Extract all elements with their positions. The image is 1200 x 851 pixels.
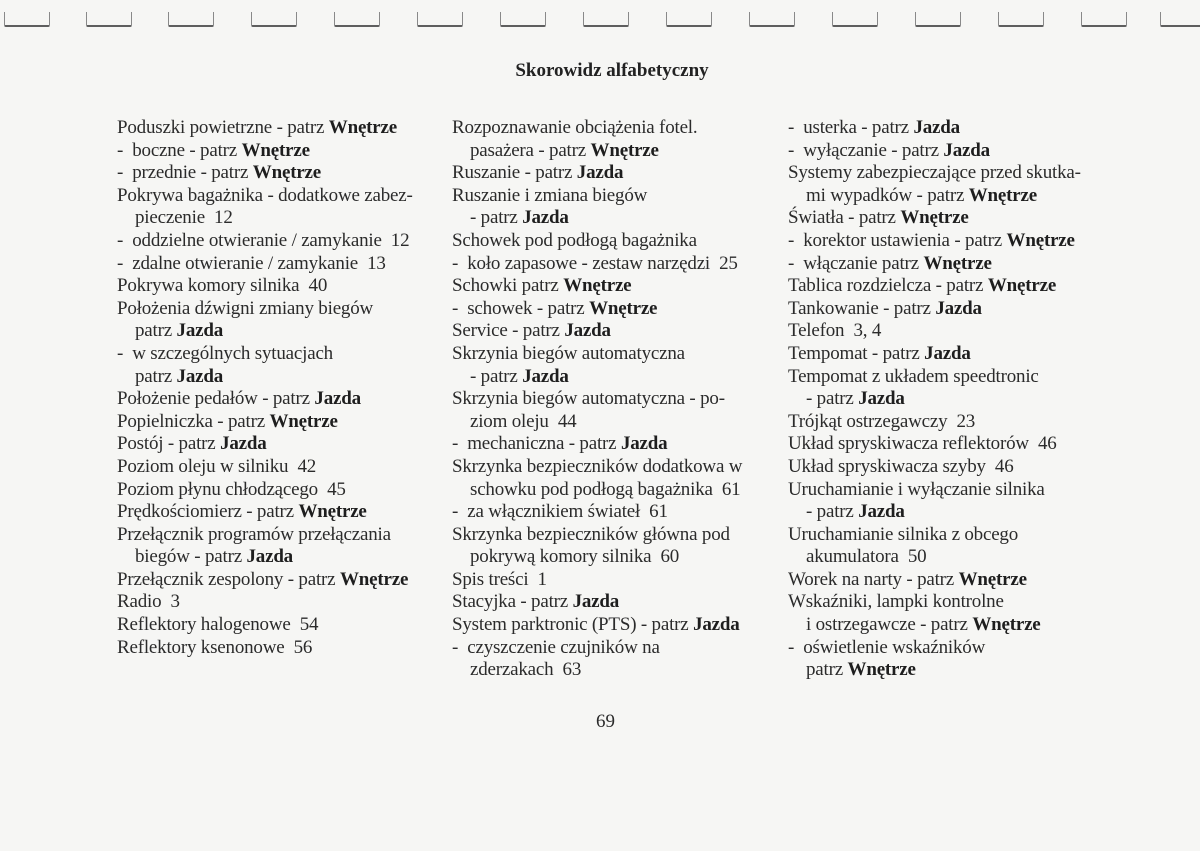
index-entry-text: Postój - patrz [117, 433, 221, 455]
index-column-3 [788, 117, 1100, 682]
index-entry-text: mi wypadków - patrz [806, 184, 969, 206]
index-entry-text: pieczenie 12 [135, 207, 233, 229]
index-entry [452, 501, 772, 524]
index-entry-text: - koło zapasowe - zestaw narzędzi 25 [452, 252, 738, 274]
index-entry [117, 637, 437, 660]
index-entry [788, 411, 1100, 434]
index-entry [788, 569, 1100, 592]
index-entry-reference: Wnętrze [298, 501, 367, 523]
index-entry-text: - patrz [470, 365, 523, 387]
index-entry [452, 524, 772, 547]
index-entry-text: - patrz [470, 207, 523, 229]
index-entry [117, 162, 437, 185]
index-entry [788, 524, 1100, 547]
index-entry-reference: Jazda [176, 365, 224, 387]
index-entry [452, 388, 772, 411]
binding-hole [334, 12, 380, 27]
index-entry-reference: Wnętrze [987, 275, 1057, 297]
index-entry-text: Światła - patrz [788, 207, 901, 229]
index-entry-text: Radio 3 [117, 591, 180, 613]
index-entry [452, 433, 772, 456]
binding-hole [1081, 12, 1127, 27]
index-entry [788, 230, 1100, 253]
index-entry [117, 140, 437, 163]
index-entry-text: ziom oleju 44 [470, 410, 577, 432]
index-entry [117, 230, 437, 253]
binding-hole [832, 12, 878, 27]
index-entry-text: - wyłączanie - patrz [788, 139, 944, 161]
index-entry-text: pokrywą komory silnika 60 [470, 546, 680, 568]
index-entry-text: Pokrywa komory silnika 40 [117, 275, 328, 297]
index-entry [788, 591, 1100, 614]
index-entry-reference: Jazda [858, 501, 905, 523]
page-title: Skorowidz alfabetyczny [515, 60, 709, 81]
index-entry [117, 320, 437, 343]
binding-hole [666, 12, 712, 27]
index-entry-text: Wskaźniki, lampki kontrolne [788, 591, 1004, 613]
index-entry-text: Ruszanie - patrz [452, 162, 577, 184]
index-entry [788, 207, 1100, 230]
index-column-2 [452, 117, 772, 682]
index-entry [452, 366, 772, 389]
index-entry [788, 275, 1100, 298]
index-entry-text: - w szczególnych sytuacjach [117, 342, 333, 364]
index-entry [788, 456, 1100, 479]
index-entry-text: Worek na narty - patrz [788, 568, 959, 590]
index-entry [452, 546, 772, 569]
index-entry-text: System parktronic (PTS) - patrz [452, 614, 694, 636]
index-entry-reference: Jazda [576, 162, 624, 184]
index-entry-text: - korektor ustawienia - patrz [788, 229, 1007, 251]
index-entry [788, 479, 1100, 502]
index-entry-text: Tablica rozdzielcza - patrz [788, 275, 988, 297]
index-entry-reference: Wnętrze [589, 297, 658, 319]
index-entry-text: Ruszanie i zmiana biegów [452, 184, 648, 206]
binding-hole [251, 12, 297, 27]
index-entry-reference: Wnętrze [972, 614, 1041, 636]
index-entry-text: Telefon 3, 4 [788, 320, 882, 342]
index-entry [452, 185, 772, 208]
index-entry-text: Uruchamianie silnika z obcego [788, 523, 1019, 545]
index-entry-text: Poziom oleju w silniku 42 [117, 455, 317, 477]
index-entry-text: Przełącznik programów przełączania [117, 523, 391, 545]
index-entry-text: Systemy zabezpieczające przed skutka- [788, 162, 1081, 184]
index-entry-text: Poduszki powietrzne - patrz [117, 117, 329, 138]
index-entry [117, 275, 437, 298]
index-entry-text: - zdalne otwieranie / zamykanie 13 [117, 252, 386, 274]
index-entry-text: - czyszczenie czujników na [452, 636, 660, 658]
index-entry [452, 140, 772, 163]
index-entry [117, 501, 437, 524]
index-entry [788, 637, 1100, 660]
index-entry [452, 569, 772, 592]
index-entry-text: Przełącznik zespolony - patrz [117, 568, 340, 590]
index-entry [452, 275, 772, 298]
index-entry-reference: Wnętrze [269, 410, 338, 432]
index-entry-reference: Wnętrze [590, 139, 659, 161]
index-entry [452, 591, 772, 614]
index-entry [117, 298, 437, 321]
index-entry-text: Układ spryskiwacza szyby 46 [788, 455, 1014, 477]
binding-hole [86, 12, 132, 27]
index-entry-text: patrz [135, 365, 177, 387]
index-entry [452, 659, 772, 682]
index-entry [788, 501, 1100, 524]
index-entry-text: Reflektory halogenowe 54 [117, 614, 319, 636]
index-entry-text: - boczne - patrz [117, 139, 242, 161]
index-entry-reference: Jazda [935, 297, 982, 319]
index-entry [117, 479, 437, 502]
binding-hole [500, 12, 546, 27]
index-entry [788, 659, 1100, 682]
index-entry-reference: Jazda [693, 614, 740, 636]
index-entry-text: Skrzynia biegów automatyczna [452, 342, 685, 364]
index-entry-text: Poziom płynu chłodzącego 45 [117, 478, 346, 500]
index-entry [117, 207, 437, 230]
index-entry [117, 591, 437, 614]
index-entry [117, 546, 437, 569]
index-entry [788, 253, 1100, 276]
index-entry [117, 185, 437, 208]
index-entry [117, 433, 437, 456]
index-entry-text: patrz [806, 659, 848, 681]
index-entry [452, 343, 772, 366]
index-entry [452, 253, 772, 276]
index-entry [452, 479, 772, 502]
binding-hole [417, 12, 463, 27]
index-entry [452, 456, 772, 479]
index-entry-reference: Jazda [858, 388, 905, 410]
index-entry [788, 433, 1100, 456]
index-entry-text: Tankowanie - patrz [788, 297, 936, 319]
index-entry-reference: Wnętrze [900, 207, 969, 229]
index-entry-text: Układ spryskiwacza reflektorów 46 [788, 433, 1057, 455]
index-entry-text: i ostrzegawcze - patrz [806, 614, 973, 636]
index-entry-text: - za włącznikiem świateł 61 [452, 501, 668, 523]
index-entry-reference: Jazda [564, 320, 611, 342]
index-entry-text: akumulatora 50 [806, 546, 927, 568]
index-entry-reference: Wnętrze [328, 117, 398, 138]
index-entry-reference: Wnętrze [241, 139, 310, 161]
binding-hole [1160, 12, 1200, 27]
binding-hole [998, 12, 1044, 27]
index-entry-text: Położenia dźwigni zmiany biegów [117, 297, 374, 319]
index-entry-text: Pokrywa bagażnika - dodatkowe zabez- [117, 184, 413, 206]
index-entry [788, 185, 1100, 208]
index-entry [788, 366, 1100, 389]
index-entry [788, 614, 1100, 637]
index-entry-text: Reflektory ksenonowe 56 [117, 636, 313, 658]
binding-hole [915, 12, 961, 27]
index-entry-reference: Wnętrze [1006, 229, 1075, 251]
index-entry [117, 117, 437, 140]
index-entry-text: Skrzynka bezpieczników główna pod [452, 523, 730, 545]
index-entry [452, 207, 772, 230]
index-entry [788, 140, 1100, 163]
page-number: 69 [596, 711, 615, 732]
index-entry-reference: Jazda [246, 546, 293, 568]
index-entry-text: - schowek - patrz [452, 297, 590, 319]
index-entry-text: Tempomat z układem speedtronic [788, 365, 1039, 387]
index-entry [788, 320, 1100, 343]
index-entry-text: - włączanie patrz [788, 252, 924, 274]
binding-hole [749, 12, 795, 27]
index-entry-text: - oświetlenie wskaźników [788, 636, 986, 658]
index-entry [788, 117, 1100, 140]
index-entry-reference: Wnętrze [563, 275, 632, 297]
index-entry [788, 298, 1100, 321]
index-entry-reference: Jazda [522, 365, 569, 387]
index-entry-text: Popielniczka - patrz [117, 410, 270, 432]
index-entry [452, 637, 772, 660]
index-entry-reference: Wnętrze [847, 659, 916, 681]
index-entry-text: Położenie pedałów - patrz [117, 388, 315, 410]
index-entry-text: schowku pod podłogą bagażnika 61 [470, 478, 741, 500]
index-entry [788, 546, 1100, 569]
index-entry [788, 162, 1100, 185]
index-entry [117, 569, 437, 592]
index-entry-text: pasażera - patrz [470, 139, 591, 161]
index-entry-reference: Jazda [220, 433, 267, 455]
index-column-1 [117, 117, 437, 659]
binding-hole [583, 12, 629, 27]
index-entry-reference: Jazda [943, 139, 990, 161]
index-entry-text: Tempomat - patrz [788, 342, 925, 364]
index-entry-text: Stacyjka - patrz [452, 591, 573, 613]
index-entry-text: - patrz [806, 388, 859, 410]
index-entry [788, 343, 1100, 366]
index-entry-text: - przednie - patrz [117, 162, 253, 184]
index-entry-reference: Jazda [176, 320, 224, 342]
index-entry-text: zderzakach 63 [470, 659, 582, 681]
index-entry-text: patrz [135, 320, 177, 342]
index-entry [452, 117, 772, 140]
index-entry [117, 388, 437, 411]
index-entry [452, 614, 772, 637]
index-entry-reference: Wnętrze [923, 252, 992, 274]
index-entry-reference: Jazda [924, 342, 971, 364]
index-entry-text: Service - patrz [452, 320, 565, 342]
index-entry-text: Uruchamianie i wyłączanie silnika [788, 478, 1045, 500]
index-entry-text: - mechaniczna - patrz [452, 433, 621, 455]
index-entry [117, 366, 437, 389]
index-entry [452, 320, 772, 343]
index-entry-text: Spis treści 1 [452, 568, 547, 590]
index-entry-reference: Wnętrze [252, 162, 322, 184]
index-entry [452, 230, 772, 253]
index-entry-reference: Jazda [572, 591, 620, 613]
index-entry-text: - usterka - patrz [788, 117, 914, 138]
index-entry-text: Skrzynka bezpieczników dodatkowa w [452, 455, 743, 477]
index-entry [452, 162, 772, 185]
binding-hole [4, 12, 50, 27]
binding-holes [0, 12, 1200, 28]
index-entry-reference: Wnętrze [958, 568, 1027, 590]
index-entry-text: Schowki patrz [452, 275, 564, 297]
index-entry-text: Skrzynia biegów automatyczna - po- [452, 388, 725, 410]
index-entry-text: - patrz [806, 501, 859, 523]
index-entry [117, 456, 437, 479]
index-entry-reference: Jazda [620, 433, 668, 455]
index-entry-reference: Jazda [522, 207, 569, 229]
index-entry-text: Rozpoznawanie obciążenia fotel. [452, 117, 698, 138]
index-entry-reference: Wnętrze [968, 184, 1037, 206]
index-entry [117, 524, 437, 547]
index-entry-reference: Jazda [913, 117, 960, 138]
index-entry [117, 614, 437, 637]
index-entry [452, 298, 772, 321]
index-entry [117, 411, 437, 434]
index-entry-text: biegów - patrz [135, 546, 247, 568]
index-entry [117, 253, 437, 276]
index-entry-text: Schowek pod podłogą bagażnika [452, 229, 697, 251]
binding-hole [168, 12, 214, 27]
index-entry [117, 343, 437, 366]
index-entry [452, 411, 772, 434]
index-entry-text: - oddzielne otwieranie / zamykanie 12 [117, 229, 410, 251]
index-entry-reference: Wnętrze [339, 568, 409, 590]
index-entry-text: Trójkąt ostrzegawczy 23 [788, 410, 976, 432]
index-entry-reference: Jazda [314, 388, 361, 410]
index-entry [788, 388, 1100, 411]
index-entry-text: Prędkościomierz - patrz [117, 501, 299, 523]
